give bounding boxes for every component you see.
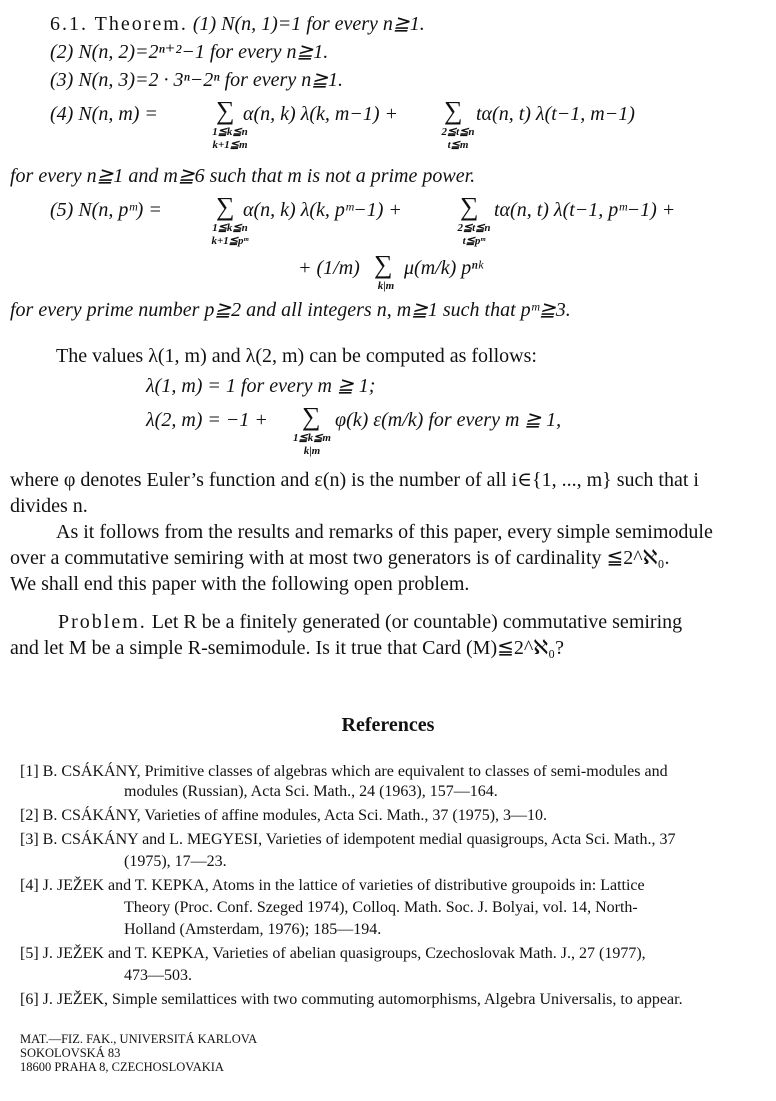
- theorem-item-4: (4) N(n, m) =: [50, 103, 158, 125]
- sum-subscript: 2≦t≦n: [441, 126, 475, 138]
- sum-subscript: 1≦k≦m: [293, 432, 331, 444]
- theorem-item-2: (2) N(n, 2)=2ⁿ⁺²−1 for every n≧1.: [50, 41, 329, 63]
- paragraph-line: where φ denotes Euler’s function and ε(n) is the number of all i∈{1, ..., m} such that i: [10, 469, 699, 491]
- reference-1: [1] B. CSÁKÁNY, Primitive classes of algebras which are equivalent to classes of semi-modules and: [20, 763, 668, 780]
- sum-subscript: 1≦k≦n: [212, 222, 248, 234]
- theorem-item-5-term-3: + (1/m): [298, 257, 360, 279]
- paragraph-line: The values λ(1, m) and λ(2, m) can be computed as follows:: [56, 345, 537, 367]
- sum-subscript: t≦pᵐ: [462, 235, 486, 247]
- equation-lambda-2: λ(2, m) = −1 +: [146, 409, 268, 431]
- paragraph-line: We shall end this paper with the following open problem.: [10, 573, 470, 595]
- problem-heading: Problem.: [58, 611, 147, 633]
- theorem-item-4-term-1: α(n, k) λ(k, m−1) +: [243, 103, 398, 125]
- sum-symbol: ∑: [216, 192, 235, 221]
- theorem-item-4-condition: for every n≧1 and m≧6 such that m is not a prime power.: [10, 165, 476, 187]
- problem-line-1: [58, 610, 682, 634]
- author-address-line: SOKOLOVSKÁ 83: [20, 1046, 121, 1060]
- references-heading: References: [341, 714, 435, 736]
- sum-symbol: ∑: [444, 96, 463, 125]
- theorem-item-5-condition: for every prime number p≧2 and all integers n, m≧1 such that pᵐ≧3.: [10, 299, 571, 321]
- paragraph-line: divides n.: [10, 495, 88, 517]
- problem-line-2: and let M be a simple R-semimodule. Is it true that Card (M)≦2^ℵ₀?: [10, 637, 565, 659]
- equation-lambda-1: λ(1, m) = 1 for every m ≧ 1;: [146, 375, 376, 397]
- sum-symbol: ∑: [460, 192, 479, 221]
- sum-subscript: k+1≦m: [212, 139, 248, 151]
- reference-4-cont: Theory (Proc. Conf. Szeged 1974), Colloq. Math. Soc. J. Bolyai, vol. 14, North-: [124, 899, 638, 916]
- sum-subscript: k|m: [303, 445, 321, 457]
- sum-subscript: 1≦k≦n: [212, 126, 248, 138]
- reference-6: [6] J. JEŽEK, Simple semilattices with two commuting automorphisms, Algebra Universalis, to appear.: [20, 991, 683, 1008]
- reference-2: [2] B. CSÁKÁNY, Varieties of affine modules, Acta Sci. Math., 37 (1975), 3—10.: [20, 807, 548, 824]
- reference-1-cont: modules (Russian), Acta Sci. Math., 24 (1963), 157—164.: [124, 783, 498, 800]
- paragraph-line: over a commutative semiring with at most two generators is of cardinality ≦2^ℵ₀.: [10, 547, 670, 569]
- reference-3: [3] B. CSÁKÁNY and L. MEGYESI, Varieties of idempotent medial quasigroups, Acta Sci. Math., 37: [20, 831, 676, 848]
- sum-symbol: ∑: [374, 250, 393, 279]
- problem-text: Let R be a finitely generated (or countable) commutative semiring: [151, 611, 683, 633]
- sum-subscript: 2≦t≦n: [457, 222, 491, 234]
- reference-5-cont: 473—503.: [124, 967, 192, 984]
- reference-5: [5] J. JEŽEK and T. KEPKA, Varieties of abelian quasigroups, Czechoslovak Math. J., 27 (1977),: [20, 945, 646, 962]
- theorem-line-1: [50, 12, 425, 36]
- theorem-item-1: (1) N(n, 1)=1 for every n≧1.: [192, 13, 425, 35]
- paragraph-line: As it follows from the results and remarks of this paper, every simple semimodule: [56, 521, 713, 543]
- theorem-item-5-term-2: tα(n, t) λ(t−1, pᵐ−1) +: [494, 199, 676, 221]
- theorem-item-4-term-2: tα(n, t) λ(t−1, m−1): [476, 103, 635, 125]
- sum-subscript: k+1≦pᵐ: [211, 235, 249, 247]
- theorem-item-5: (5) N(n, pᵐ) =: [50, 199, 162, 221]
- theorem-item-3: (3) N(n, 3)=2 · 3ⁿ−2ⁿ for every n≧1.: [50, 69, 343, 91]
- equation-lambda-2-term: φ(k) ε(m/k) for every m ≧ 1,: [335, 409, 562, 431]
- reference-4: [4] J. JEŽEK and T. KEPKA, Atoms in the lattice of varieties of distributive groupoids in: Lattice: [20, 877, 645, 894]
- theorem-heading: 6.1. Theorem.: [50, 13, 188, 35]
- author-address-line: MAT.—FIZ. FAK., UNIVERSITÁ KARLOVA: [20, 1032, 258, 1046]
- sum-subscript: t≦m: [447, 139, 469, 151]
- theorem-item-5-term-4: μ(m/k) pⁿᵏ: [404, 257, 484, 279]
- reference-3-cont: (1975), 17—23.: [124, 853, 227, 870]
- sum-symbol: ∑: [216, 96, 235, 125]
- theorem-item-5-term-1: α(n, k) λ(k, pᵐ−1) +: [243, 199, 402, 221]
- sum-subscript: k|m: [377, 280, 395, 292]
- sum-symbol: ∑: [302, 402, 321, 431]
- author-address-line: 18600 PRAHA 8, CZECHOSLOVAKIA: [20, 1060, 224, 1074]
- reference-4-cont: Holland (Amsterdam, 1976); 185—194.: [124, 921, 382, 938]
